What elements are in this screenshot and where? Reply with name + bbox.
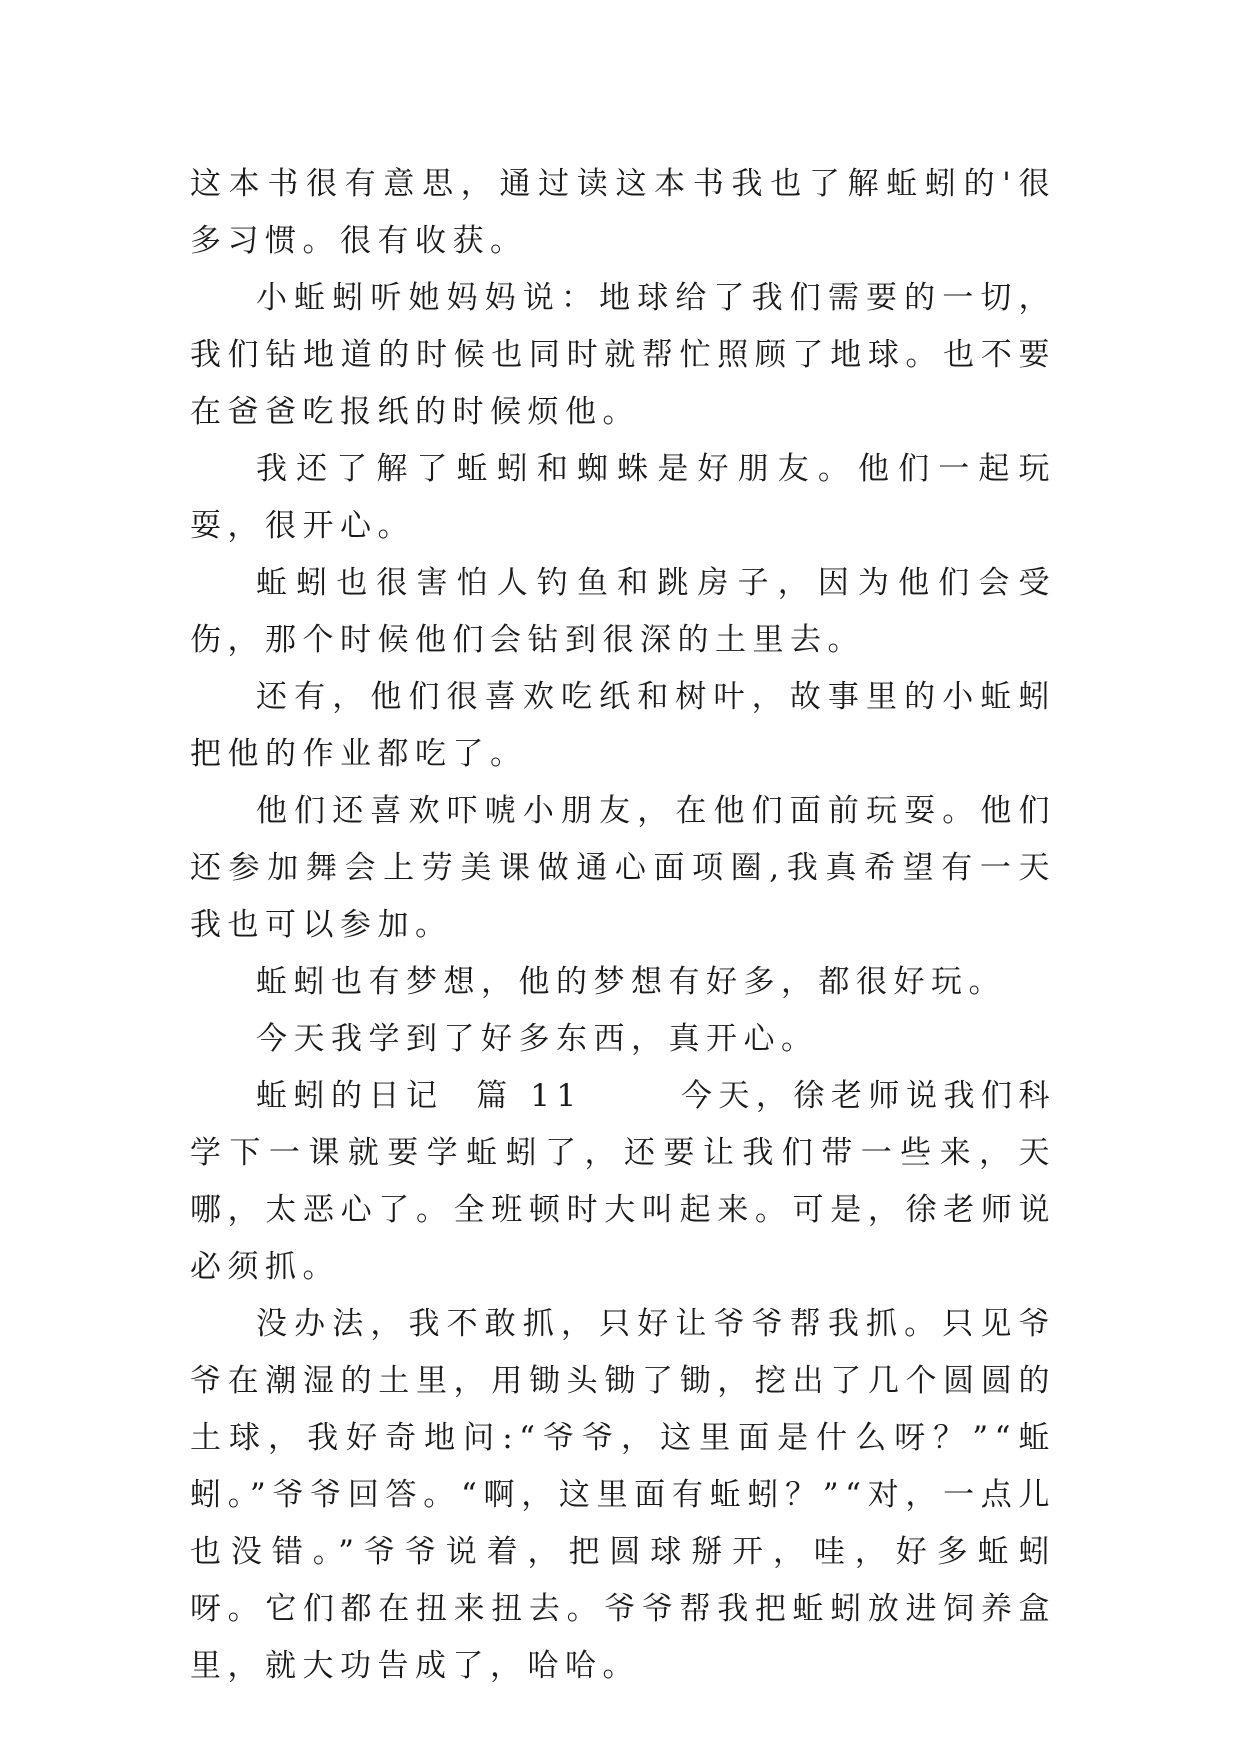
paragraph-10: 没办法，我不敢抓，只好让爷爷帮我抓。只见爷爷在潮湿的土里，用锄头锄了锄，挖出了几个圆圆的土球，我好奇地问:“爷爷，这里面是什么呀？”“蚯蚓。”爷爷回答。“啊，这里面有蚯蚓？”“对，一点儿也没错。”爷爷说着，把圆球掰开，哇，好多蚯蚓呀。它们都在扭来扭去。爷爷帮我把蚯蚓放进饲养盒里，就大功告成了，哈哈。 — [190, 1306, 1056, 1684]
paragraph-2: 小蚯蚓听她妈妈说：地球给了我们需要的一切，我们钻地道的时候也同时就帮忙照顾了地球。也不要在爸爸吃报纸的时候烦他。 — [190, 280, 1056, 430]
paragraph-5: 还有，他们很喜欢吃纸和树叶，故事里的小蚯蚓把他的作业都吃了。 — [190, 679, 1056, 772]
paragraph-9: 蚯蚓的日记 篇 11 今天，徐老师说我们科学下一课就要学蚯蚓了，还要让我们带一些来，天哪，太恶心了。全班顿时大叫起来。可是，徐老师说必须抓。 — [190, 1078, 1056, 1285]
paragraph-1: 这本书很有意思，通过读这本书我也了解蚯蚓的'很多习惯。很有收获。 — [190, 166, 1056, 259]
paragraph-8: 今天我学到了好多东西，真开心。 — [256, 1021, 819, 1057]
paragraph-4: 蚯蚓也很害怕人钓鱼和跳房子，因为他们会受伤，那个时候他们会钻到很深的土里去。 — [190, 565, 1056, 658]
paragraph-3: 我还了解了蚯蚓和蜘蛛是好朋友。他们一起玩耍，很开心。 — [190, 451, 1056, 544]
paragraph-6: 他们还喜欢吓唬小朋友，在他们面前玩耍。他们还参加舞会上劳美课做通心面项圈,我真希望有一天我也可以参加。 — [190, 793, 1056, 943]
document-body — [190, 156, 1056, 1695]
paragraph-7: 蚯蚓也有梦想，他的梦想有好多，都很好玩。 — [256, 964, 1006, 1000]
